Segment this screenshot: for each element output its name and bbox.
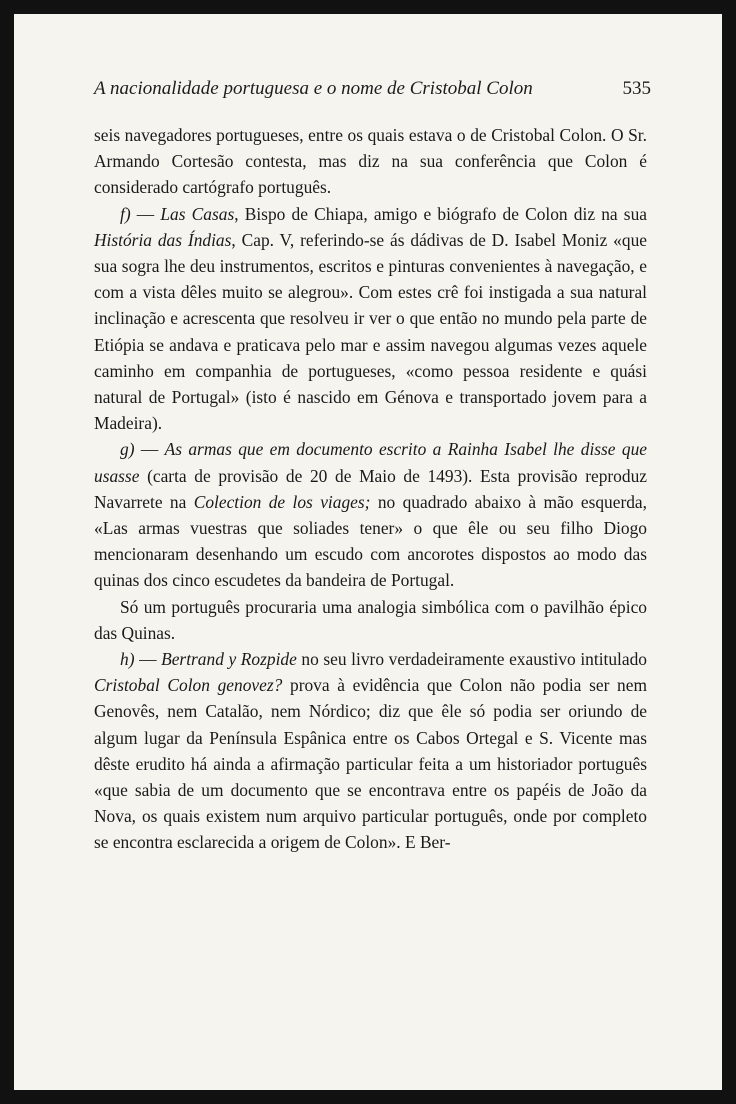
paragraph-h	[94, 646, 647, 856]
section-title: As armas que em documento escrito a Rainha Isabel lhe disse que usasse	[94, 439, 647, 486]
page-number: 535	[622, 78, 651, 99]
paragraph-text: , Bispo de Chiapa, amigo e biógrafo de Colon diz na sua	[234, 203, 647, 224]
page-header	[94, 78, 651, 104]
em-dash: —	[130, 203, 161, 224]
paragraph-text: Só um português procuraria uma analogia simbólica com o pavilhão épico das Quinas.	[94, 596, 647, 643]
paragraph-continuation	[94, 122, 647, 201]
work-title: História das Índias	[94, 229, 232, 250]
body-text	[94, 122, 647, 856]
work-title: Colection de los viages;	[193, 491, 371, 512]
work-title: Cristobal Colon genovez?	[94, 675, 283, 696]
book-page	[14, 14, 722, 1090]
paragraph-text: seis navegadores portugueses, entre os quais estava o de Cristobal Colon. O Sr. Armando Cortesão contesta, mas diz na sua conferência que Colon é considerado cartógrafo português.	[94, 125, 647, 198]
em-dash: —	[134, 649, 162, 670]
list-marker: f)	[120, 203, 131, 224]
paragraph-text: no seu livro verdadeiramente exaustivo intitulado	[296, 649, 647, 670]
paragraph-text: no quadrado abaixo à mão esquerda, «Las armas vuestras que soliades tener» o que êle ou seu filho Diogo mencionaram desenhando um escudo com ancorotes dispostos ao modo das quinas dos cinco escudetes da bandeira de Portugal.	[94, 491, 647, 591]
running-title: A nacionalidade portuguesa e o nome de Cristobal Colon	[94, 78, 533, 99]
paragraph-g	[94, 436, 647, 593]
list-marker: g)	[120, 439, 135, 460]
em-dash: —	[134, 439, 165, 460]
paragraph-text: (carta de provisão de 20 de Maio de 1493). Esta provisão reproduz Navarrete na	[94, 465, 647, 512]
paragraph-text: prova à evidência que Colon não podia ser nem Genovês, nem Catalão, nem Nórdico; diz que êle só podia ser oriundo de algum lugar da Península Espânica entre os Cabos Ortegal e S. Vicente mas dêste erudito há ainda a afirmação particular feita a um historiador português «que sabia de um documento que se encontrava entre os papéis de João da Nova, os quais existem num arquivo particular português, onde por completo se encontra esclarecida a origem de Colon». E Ber-	[94, 675, 647, 853]
author-name: Las Casas	[160, 203, 235, 224]
paragraph-quinas	[94, 594, 647, 646]
list-marker: h)	[120, 649, 135, 670]
author-name: Bertrand y Rozpide	[161, 649, 297, 670]
paragraph-text: , Cap. V, referindo-se ás dádivas de D. Isabel Moniz «que sua sogra lhe deu instrumentos, escritos e pinturas convenientes à navegação, e com a vista dêles muito se alegrou». Com estes crê foi instigada a sua natural inclinação e acrescenta que resolveu ir ver o que então no mundo pela parte de Etiópia se andava e praticava pelo mar e assim navegou algumas vezes aquele caminho em companhia de portugueses, «como pessoa residente e quási natural de Portugal» (isto é nascido em Génova e transportado jovem para a Madeira).	[94, 229, 647, 434]
paragraph-f	[94, 201, 647, 437]
